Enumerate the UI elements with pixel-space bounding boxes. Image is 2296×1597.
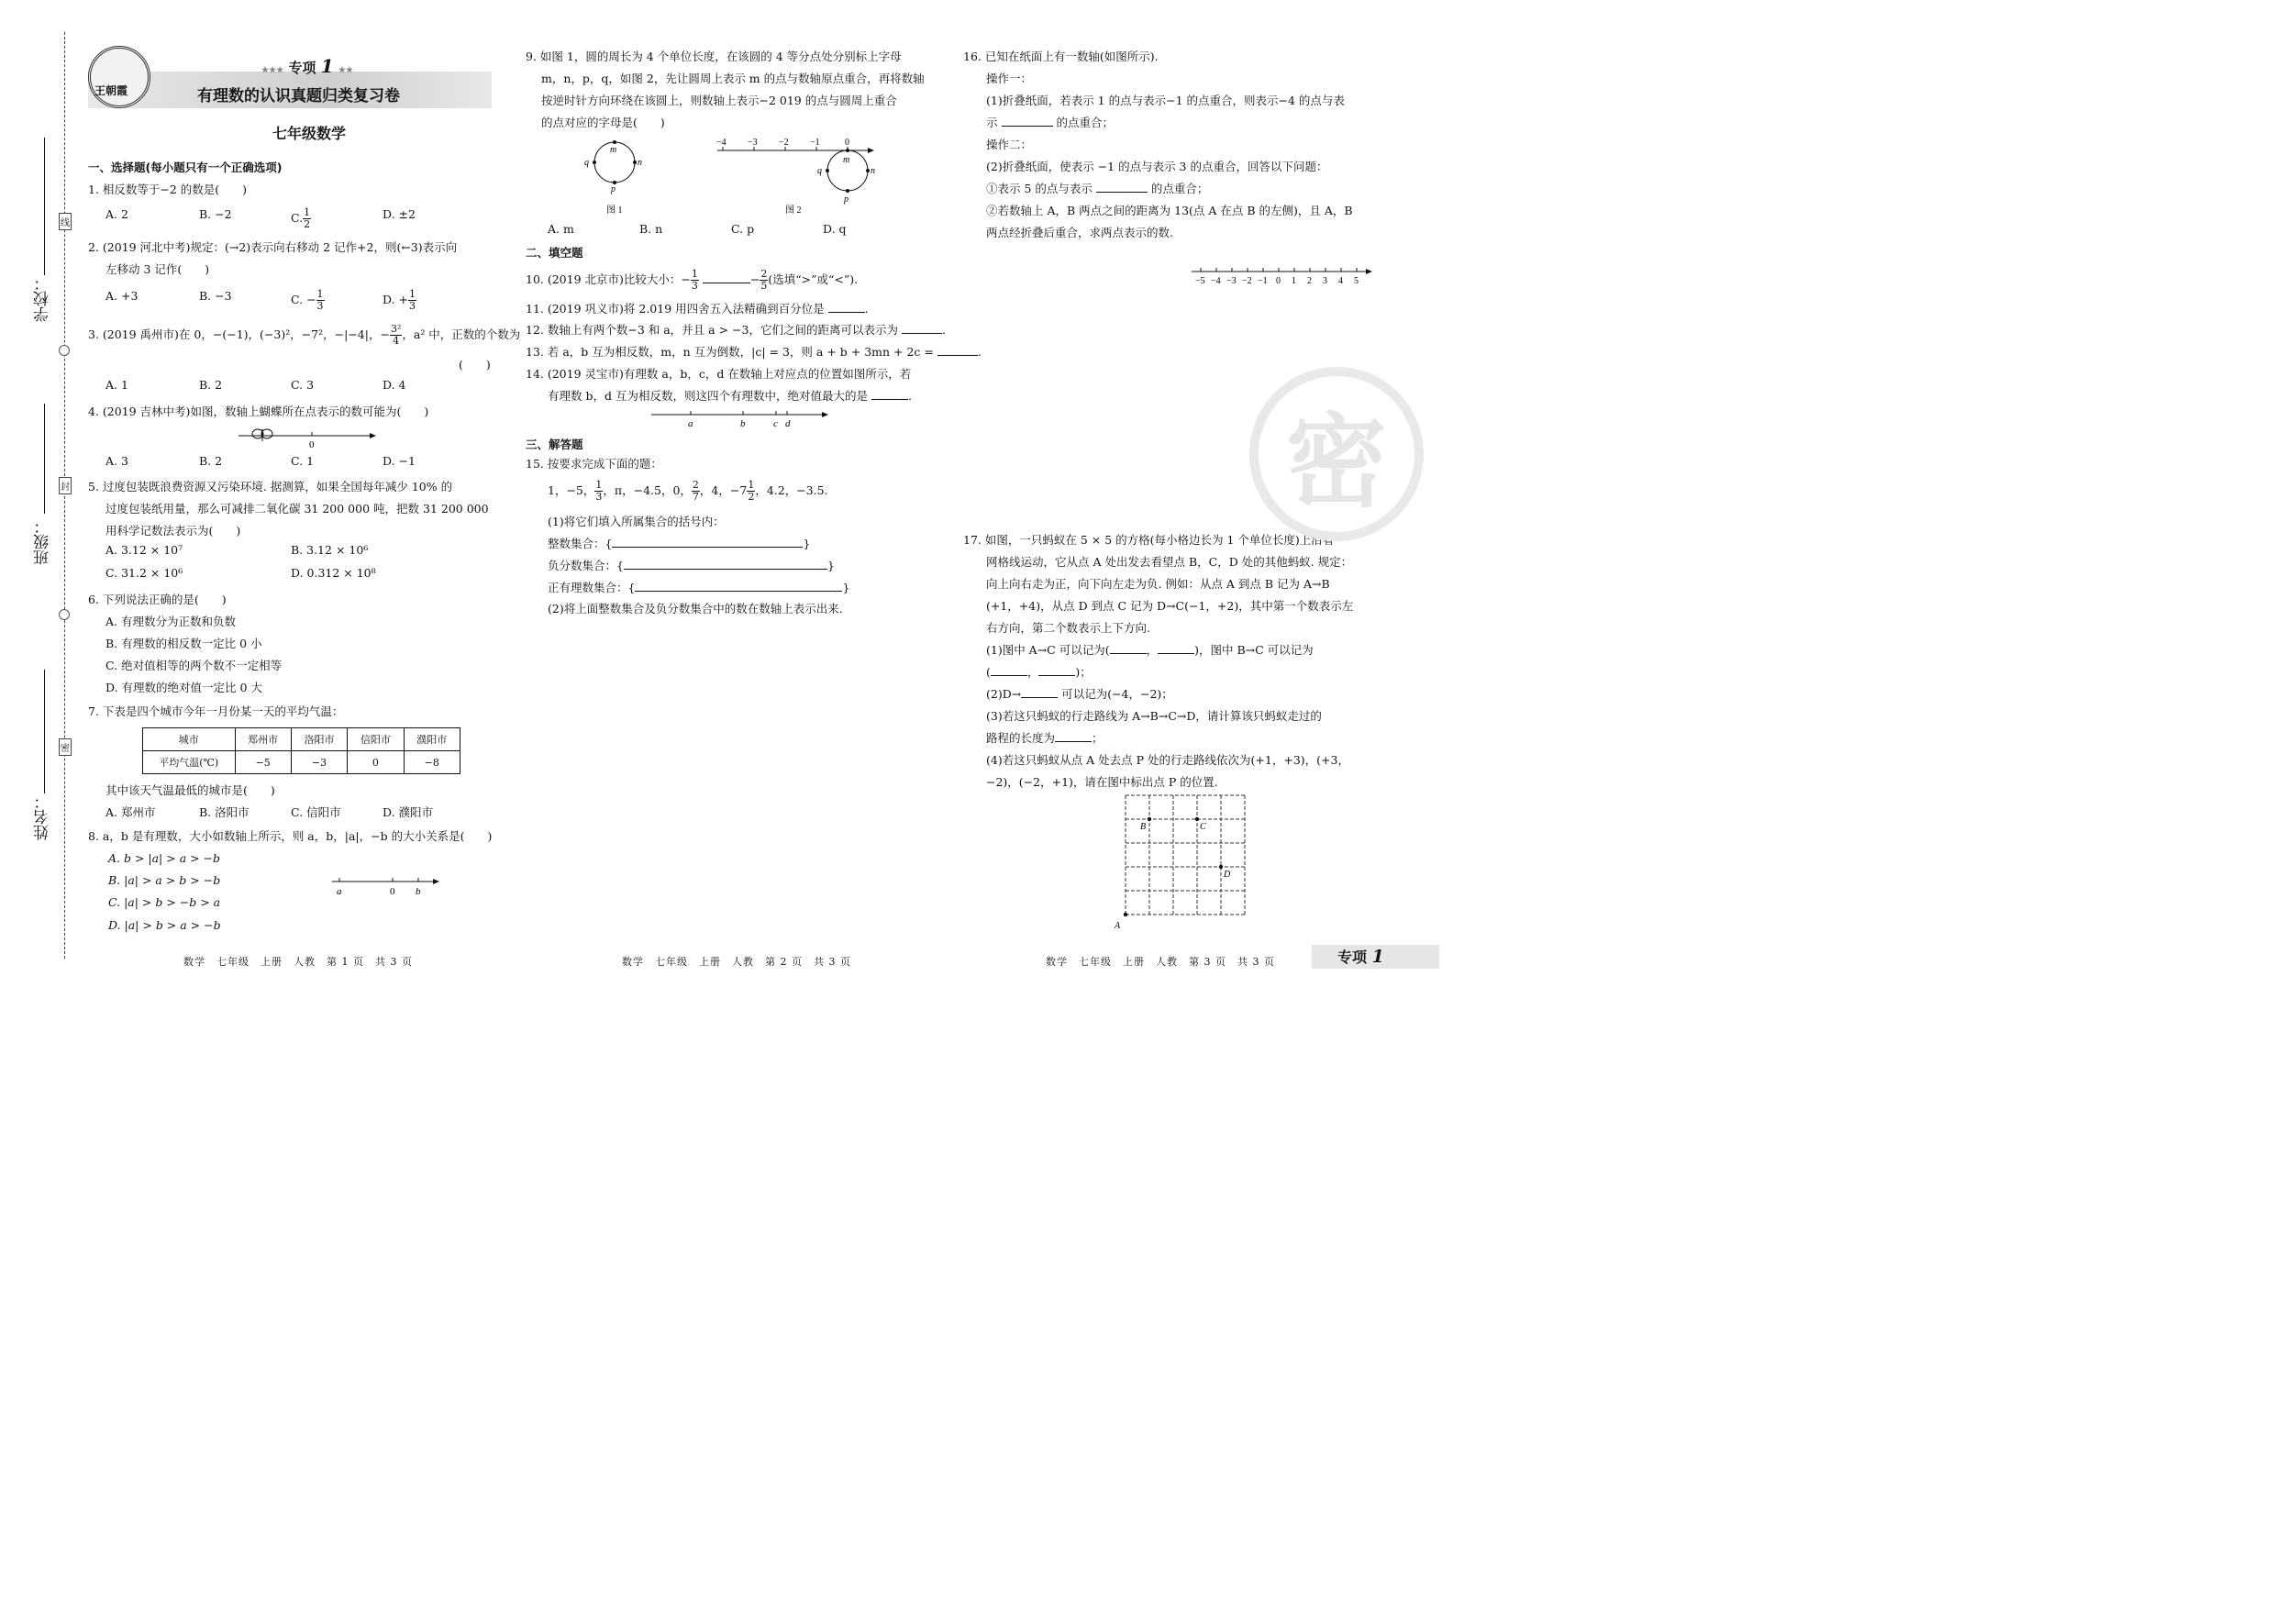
table-header-row bbox=[143, 728, 460, 751]
q17-stem-line5: 右方向，第二个数表示上下方向. bbox=[986, 621, 1150, 635]
q3-option-a[interactable]: A. 1 bbox=[105, 378, 128, 392]
neg-fraction-set-blank[interactable] bbox=[624, 556, 827, 570]
footer-tag-label: 专项 bbox=[1337, 948, 1368, 966]
pos-rational-set-blank[interactable] bbox=[635, 578, 842, 592]
q11-answer-blank[interactable] bbox=[828, 299, 865, 313]
footer-topic-tag bbox=[1312, 945, 1439, 969]
section-choice: 一、选择题(每小题只有一个正确选项) bbox=[88, 161, 283, 174]
q9-options bbox=[548, 222, 847, 236]
q16-part2-i: ①表示 5 的点与表示 的点重合； bbox=[986, 178, 1208, 200]
table-header-cell: 城市 bbox=[143, 728, 236, 751]
q4-axis-zero: 0 bbox=[309, 439, 315, 450]
q17-stem-line1: 17. 如图，一只蚂蚁在 5 × 5 的方格(每小格边长为 1 个单位长度)上沿着 bbox=[963, 533, 1335, 547]
q2-stem-line2: 左移动 3 记作( ) bbox=[105, 262, 210, 276]
q15-numbers: 1，−5， $\frac{1}{3}$ ，π，−4.5，0， $\frac{2}{7}$ ，4，−7 $\frac{1}{2}$ ，4.2，−3.5. bbox=[548, 479, 828, 503]
section-solve: 三、解答题 bbox=[526, 438, 583, 451]
table-header-cell: 信阳市 bbox=[348, 728, 404, 751]
class-label: 班级： bbox=[34, 518, 52, 565]
grid-point-d bbox=[1219, 865, 1223, 869]
q3-stem: 3. (2019 禹州市)在 0，−(−1)，(−3)²，−7²，−|−4|，− $\frac{\text{3²}}{4}$ ，a² 中，正数的个数为 bbox=[88, 323, 521, 347]
watermark-char: 密 bbox=[1286, 404, 1387, 521]
stars-right: ★★ bbox=[338, 66, 353, 75]
q9-option-c[interactable]: C. p bbox=[731, 222, 755, 236]
q4-options bbox=[105, 454, 416, 468]
q9-option-a[interactable]: A. m bbox=[548, 222, 574, 236]
q9-stem-line2: m，n，p，q，如图 2，先让圆周上表示 m 的点与数轴原点重合，再将数轴 bbox=[541, 72, 925, 85]
q16-tick-label: −4 bbox=[1211, 276, 1221, 286]
q7-options bbox=[105, 804, 433, 820]
q16-number-line bbox=[1190, 264, 1378, 288]
exam-title: 有理数的认识真题归类复习卷 bbox=[197, 87, 400, 105]
binding-ring-icon bbox=[59, 609, 70, 620]
q6-option-c[interactable]: C. 绝对值相等的两个数不一定相等 bbox=[105, 659, 283, 672]
q17-part2-blank[interactable] bbox=[1021, 684, 1058, 698]
q17-part1-line1: (1)图中 A→C 可以记为( ， )，图中 B→C 可以记为 bbox=[986, 639, 1314, 661]
q17-stem-line3: 向上向右走为正，向下向左走为负. 例如：从点 A 到点 B 记为 A→B bbox=[986, 577, 1330, 591]
fig1-label-n: n bbox=[638, 158, 642, 168]
q16-tick-label: −2 bbox=[1242, 276, 1252, 286]
q1-stem: 1. 相反数等于−2 的数是( ) bbox=[88, 183, 248, 196]
brand-logo bbox=[88, 46, 150, 108]
table-header-cell: 郑州市 bbox=[235, 728, 291, 751]
topic-label: 专项 bbox=[288, 60, 316, 76]
topic-number: 1 bbox=[320, 55, 334, 77]
q7-followup: 其中该天气温最低的城市是( ) bbox=[105, 783, 275, 797]
q8-stem: 8. a，b 是有理数，大小如数轴上所示，则 a，b，|a|，−b 的大小关系是( ) bbox=[88, 829, 493, 843]
q17-part4-line1: (4)若这只蚂蚁从点 A 处去点 P 处的行走路线依次为(+1，+3)，(+3， bbox=[986, 753, 1349, 767]
footer-page-3: 数学 七年级 上册 人教 第 3 页 共 3 页 bbox=[1046, 956, 1275, 968]
q16-part1-line2: 示 的点重合； bbox=[986, 112, 1114, 134]
q17-part4-line2: −2)，(−2，+1)，请在图中标出点 P 的位置. bbox=[986, 775, 1218, 789]
q16-tick-label: 2 bbox=[1307, 276, 1312, 286]
q7-temperature-table bbox=[142, 727, 460, 774]
fig2-tick: −4 bbox=[716, 138, 727, 148]
q14-axis-a: a bbox=[688, 418, 693, 429]
q14-axis-d: d bbox=[785, 418, 791, 429]
q16-part2-ii-line1: ②若数轴上 A，B 两点之间的距离为 13(点 A 在点 B 的左侧)，且 A，B bbox=[986, 204, 1353, 217]
q5-option-b[interactable]: B. 3.12 × 10⁶ bbox=[291, 543, 369, 557]
q4-option-b[interactable]: B. 2 bbox=[199, 454, 223, 468]
q2-option-d[interactable]: D. + $\frac{1}{3}$ bbox=[383, 288, 416, 312]
q2-option-b[interactable]: B. −3 bbox=[199, 289, 232, 303]
q14-axis-c: c bbox=[773, 418, 778, 429]
q4-option-c[interactable]: C. 1 bbox=[291, 454, 315, 468]
q1-option-c[interactable]: C. $\frac{1}{2}$ bbox=[291, 206, 311, 230]
seal-line-mark: 线 bbox=[59, 213, 72, 230]
q2-stem-line1: 2. (2019 河北中考)规定：(→2)表示向右移动 2 记作+2，则(←3)表示向 bbox=[88, 240, 458, 254]
seal-seal-mark: 封 bbox=[59, 477, 72, 494]
fig2-tick: −3 bbox=[748, 138, 758, 148]
q14-stem-line2: 有理数 b，d 互为相反数，则这四个有理数中，绝对值最大的是 . bbox=[548, 385, 912, 407]
q17-part3-line1: (3)若这只蚂蚁的行走路线为 A→B→C→D，请计算该只蚂蚁走过的 bbox=[986, 709, 1322, 723]
grid-point-label-c: C bbox=[1200, 822, 1206, 832]
grid-point-label-d: D bbox=[1224, 870, 1231, 880]
school-label: 学校： bbox=[34, 275, 52, 322]
q17-grid-figure[interactable] bbox=[1105, 791, 1252, 933]
q10-stem: 10. (2019 北京市)比较大小：− $\frac{1}{3}$ − $\frac{2}{5}$ (选填“>”或“<”). bbox=[526, 268, 859, 292]
q9-figure-2 bbox=[714, 136, 883, 218]
q16-op2: 操作二： bbox=[986, 138, 1033, 151]
q17-part3-blank[interactable] bbox=[1055, 728, 1092, 742]
q4-number-line bbox=[234, 427, 381, 450]
seal-close-mark: 密 bbox=[59, 738, 72, 756]
q16-tick-label: −3 bbox=[1226, 276, 1237, 286]
q9-stem-line1: 9. 如图 1，圆的周长为 4 个单位长度，在该圆的 4 等分点处分别标上字母 bbox=[526, 50, 902, 63]
q16-part2-ii-line2: 两点经折叠后重合，求两点表示的数. bbox=[986, 226, 1173, 239]
q4-option-d[interactable]: D. −1 bbox=[383, 454, 416, 468]
q16-tick-label: 3 bbox=[1323, 276, 1327, 286]
q9-stem-line3: 按逆时针方向环绕在该圆上，则数轴上表示−2 019 的点与圆周上重合 bbox=[541, 94, 897, 107]
fig2-caption: 图 2 bbox=[785, 205, 802, 216]
q15-pos-rational-set: 正有理数集合：{ } bbox=[548, 577, 849, 599]
fig1-caption: 图 1 bbox=[606, 205, 623, 216]
binding-ring-icon bbox=[59, 345, 70, 356]
q15-part1: (1)将它们填入所属集合的括号内： bbox=[548, 515, 725, 528]
fig2-label-p: p bbox=[844, 194, 849, 205]
q2-option-c[interactable]: C. − $\frac{1}{3}$ bbox=[291, 288, 324, 312]
q16-stem: 16. 已知在纸面上有一数轴(如图所示). bbox=[963, 50, 1159, 63]
table-cell: 0 bbox=[348, 751, 404, 774]
fig2-tick: 0 bbox=[845, 138, 849, 148]
q8-axis-a: a bbox=[337, 886, 342, 897]
section-fill: 二、填空题 bbox=[526, 246, 583, 260]
footer-tag-number: 1 bbox=[1371, 947, 1384, 967]
q9-stem-line4: 的点对应的字母是( ) bbox=[541, 116, 665, 129]
q16-tick-label: 4 bbox=[1338, 276, 1343, 286]
table-header-cell: 洛阳市 bbox=[291, 728, 347, 751]
q17-part1-line2: ( ， )； bbox=[986, 661, 1092, 683]
q16-tick-label: 1 bbox=[1292, 276, 1296, 286]
q12-stem: 12. 数轴上有两个数−3 和 a，并且 a > −3，它们之间的距离可以表示为 . bbox=[526, 319, 946, 341]
q5-stem-line1: 5. 过度包装既浪费资源又污染环境. 据测算，如果全国每年减少 10% 的 bbox=[88, 480, 453, 494]
table-cell: −3 bbox=[291, 751, 347, 774]
secret-watermark-seal bbox=[1249, 367, 1424, 541]
q17-ac-x-blank[interactable] bbox=[1110, 640, 1147, 654]
school-field[interactable] bbox=[44, 138, 45, 275]
q5-stem-line2: 过度包装纸用量，那么可减排二氧化碳 31 200 000 吨，把数 31 200 000 bbox=[105, 502, 489, 516]
q8-option-d[interactable]: D. |a| > b > a > −b bbox=[108, 918, 221, 932]
table-cell: −8 bbox=[404, 751, 460, 774]
q7-stem: 7. 下表是四个城市今年一月份某一天的平均气温： bbox=[88, 704, 344, 718]
q3-options bbox=[105, 378, 405, 392]
fig2-label-m: m bbox=[843, 155, 850, 165]
name-label: 姓名： bbox=[34, 793, 52, 840]
q12-answer-blank[interactable] bbox=[902, 320, 942, 334]
exam-subtitle: 七年级数学 bbox=[272, 125, 347, 142]
q9-option-b[interactable]: B. n bbox=[639, 222, 663, 236]
q8-axis-zero: 0 bbox=[390, 886, 395, 897]
q17-part3-line2: 路程的长度为 ； bbox=[986, 727, 1104, 749]
q17-stem-line2: 网格线运动，它从点 A 处出发去看望点 B，C，D 处的其他蚂蚁. 规定： bbox=[986, 555, 1353, 569]
table-cell: −5 bbox=[235, 751, 291, 774]
q14-answer-blank[interactable] bbox=[871, 386, 908, 400]
fig2-label-n: n bbox=[871, 166, 875, 176]
q9-option-d[interactable]: D. q bbox=[823, 222, 847, 236]
q15-stem: 15. 按要求完成下面的题： bbox=[526, 457, 662, 471]
q6-option-a[interactable]: A. 有理数分为正数和负数 bbox=[105, 615, 236, 628]
q8-number-line bbox=[330, 873, 445, 899]
grid-point-c bbox=[1195, 817, 1199, 821]
q8-option-b[interactable]: B. |a| > a > b > −b bbox=[108, 873, 221, 887]
q5-option-d[interactable]: D. 0.312 × 10⁸ bbox=[291, 566, 376, 580]
table-row-label: 平均气温(℃) bbox=[143, 751, 236, 774]
grid-point-a bbox=[1124, 913, 1127, 916]
q3-paren: ( ) bbox=[459, 358, 491, 372]
q7-option-a[interactable]: A. 郑州市 bbox=[105, 805, 156, 819]
q6-stem: 6. 下列说法正确的是( ) bbox=[88, 593, 227, 606]
q13-stem: 13. 若 a，b 互为相反数，m，n 互为倒数，|c| = 3，则 a + b + 3mn + 2c = . bbox=[526, 341, 982, 363]
brand-name: 王朝霞 bbox=[94, 84, 128, 97]
q16-part2-blank[interactable] bbox=[1096, 179, 1148, 193]
q1-option-b[interactable]: B. −2 bbox=[199, 207, 232, 221]
table-header-cell: 濮阳市 bbox=[404, 728, 460, 751]
q2-options bbox=[105, 289, 416, 312]
grid-point-label-a: A bbox=[1115, 921, 1121, 931]
q15-part2: (2)将上面整数集合及负分数集合中的数在数轴上表示出来. bbox=[548, 602, 843, 616]
q4-stem: 4. (2019 吉林中考)如图，数轴上蝴蝶所在点表示的数可能为( ) bbox=[88, 405, 429, 418]
q15-neg-fraction-set: 负分数集合：{ } bbox=[548, 555, 835, 577]
q1-options bbox=[105, 207, 416, 230]
fig2-tick: −2 bbox=[779, 138, 789, 148]
q17-stem-line4: (+1，+4)，从点 D 到点 C 记为 D→C(−1，+2)，其中第一个数表示左 bbox=[986, 599, 1354, 613]
q16-part2: (2)折叠纸面，使表示 −1 的点与表示 3 的点重合，回答以下问题： bbox=[986, 160, 1328, 173]
topic-heading bbox=[261, 55, 353, 77]
q17-bc-x-blank[interactable] bbox=[991, 662, 1027, 676]
fig1-label-p: p bbox=[611, 184, 616, 194]
q6-option-d[interactable]: D. 有理数的绝对值一定比 0 大 bbox=[105, 681, 262, 694]
q14-number-line bbox=[649, 408, 833, 432]
q13-answer-blank[interactable] bbox=[937, 342, 978, 356]
q14-stem-line1: 14. (2019 灵宝市)有理数 a，b，c，d 在数轴上对应点的位置如图所示，若 bbox=[526, 367, 912, 381]
q5-options-row1 bbox=[105, 543, 368, 557]
binding-dotted-line bbox=[64, 32, 65, 959]
q5-option-a[interactable]: A. 3.12 × 10⁷ bbox=[105, 543, 183, 557]
q3-option-d[interactable]: D. 4 bbox=[383, 378, 406, 392]
q3-option-b[interactable]: B. 2 bbox=[199, 378, 223, 392]
q17-part2: (2)D→ 可以记为(−4，−2)； bbox=[986, 683, 1173, 705]
name-field[interactable] bbox=[44, 670, 45, 793]
footer-page-1: 数学 七年级 上册 人教 第 1 页 共 3 页 bbox=[183, 956, 413, 968]
q16-tick-label: −5 bbox=[1195, 276, 1205, 286]
fig1-label-m: m bbox=[610, 145, 617, 155]
integer-set-blank[interactable] bbox=[612, 534, 803, 548]
q5-stem-line3: 用科学记数法表示为( ) bbox=[105, 524, 241, 538]
q8-axis-b: b bbox=[416, 886, 421, 897]
q17-bc-y-blank[interactable] bbox=[1038, 662, 1075, 676]
grid-point-b bbox=[1148, 817, 1151, 821]
q14-axis-b: b bbox=[740, 418, 746, 429]
q16-op1: 操作一： bbox=[986, 72, 1033, 85]
q1-option-d[interactable]: D. ±2 bbox=[383, 207, 416, 221]
fig1-label-q: q bbox=[584, 158, 589, 168]
q7-option-b[interactable]: B. 洛阳市 bbox=[199, 805, 250, 819]
q5-option-c[interactable]: C. 31.2 × 10⁶ bbox=[105, 566, 183, 580]
q8-option-a[interactable]: A. b > |a| > a > −b bbox=[108, 851, 221, 865]
q16-part1-blank[interactable] bbox=[1002, 113, 1053, 127]
q1-option-a[interactable]: A. 2 bbox=[105, 207, 128, 221]
q9-figure-1 bbox=[582, 139, 651, 217]
q16-tick-label: −1 bbox=[1258, 276, 1268, 286]
fig2-label-q: q bbox=[817, 166, 822, 176]
q10-answer-blank[interactable] bbox=[703, 270, 750, 283]
q5-options-row2 bbox=[105, 566, 376, 580]
q15-integer-set: 整数集合：{ } bbox=[548, 533, 810, 555]
class-field[interactable] bbox=[44, 404, 45, 514]
q3-option-c[interactable]: C. 3 bbox=[291, 378, 315, 392]
fig2-tick: −1 bbox=[810, 138, 820, 148]
q16-part1-line1: (1)折叠纸面，若表示 1 的点与表示−1 的点重合，则表示−4 的点与表 bbox=[986, 94, 1345, 107]
q11-stem: 11. (2019 巩义市)将 2.019 用四舍五入法精确到百分位是 . bbox=[526, 298, 869, 320]
q2-option-a[interactable]: A. +3 bbox=[105, 289, 139, 303]
q6-option-b[interactable]: B. 有理数的相反数一定比 0 小 bbox=[105, 637, 262, 650]
stars-left: ★★★ bbox=[261, 66, 284, 75]
q16-tick-label: 0 bbox=[1276, 276, 1281, 286]
q16-tick-label: 5 bbox=[1354, 276, 1359, 286]
grid-point-label-b: B bbox=[1140, 822, 1147, 832]
q17-ac-y-blank[interactable] bbox=[1158, 640, 1194, 654]
q7-option-c[interactable]: C. 信阳市 bbox=[291, 805, 341, 819]
q7-option-d[interactable]: D. 濮阳市 bbox=[383, 805, 434, 819]
table-row bbox=[143, 751, 460, 774]
q8-option-c[interactable]: C. |a| > b > −b > a bbox=[108, 895, 221, 909]
footer-page-2: 数学 七年级 上册 人教 第 2 页 共 3 页 bbox=[622, 956, 851, 968]
q4-option-a[interactable]: A. 3 bbox=[105, 454, 128, 468]
